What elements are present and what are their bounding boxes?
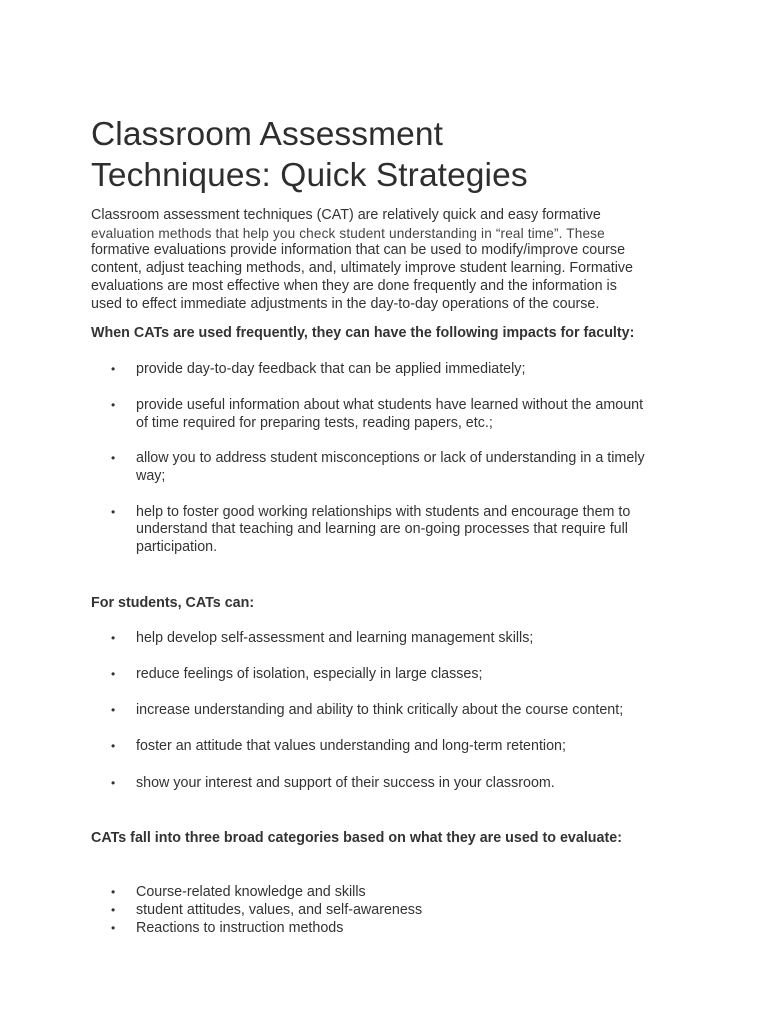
bullet-icon: • bbox=[111, 451, 116, 466]
list-item bbox=[91, 504, 681, 557]
list-item-text: show your interest and support of their success in your classroom. bbox=[136, 774, 555, 791]
list-item-text: help develop self-assessment and learning management skills; bbox=[136, 629, 534, 646]
list-item bbox=[91, 920, 681, 938]
list-item-text: student attitudes, values, and self-awareness bbox=[136, 902, 423, 919]
list-item-text: foster an attitude that values understanding and long-term retention; bbox=[136, 738, 566, 755]
list-item bbox=[91, 450, 681, 485]
bullet-icon: • bbox=[111, 397, 116, 412]
categories-list bbox=[91, 884, 681, 937]
bullet-icon: • bbox=[111, 775, 116, 790]
intro-line: used to effect immediate adjustments in the day-to-day operations of the course. bbox=[91, 295, 600, 312]
list-item-text: provide useful information about what students have learned without the amount bbox=[136, 396, 644, 413]
students-heading: For students, CATs can: bbox=[91, 594, 255, 611]
list-item-text: help to foster good working relationships with students and encourage them to bbox=[136, 503, 631, 520]
list-item-text: Course-related knowledge and skills bbox=[136, 884, 366, 901]
list-item bbox=[91, 666, 681, 684]
list-item bbox=[91, 630, 681, 648]
title-line-2: Techniques: Quick Strategies bbox=[91, 157, 528, 194]
bullet-icon: • bbox=[111, 703, 116, 718]
intro-paragraph bbox=[91, 207, 681, 313]
intro-line: evaluation methods that help you check student understanding in “real time”. These bbox=[91, 225, 605, 241]
intro-line: formative evaluations provide information that can be used to modify/improve course bbox=[91, 242, 626, 259]
list-item-text: of time required for preparing tests, reading papers, etc.; bbox=[136, 414, 493, 431]
bullet-icon: • bbox=[111, 630, 116, 645]
faculty-heading: When CATs are used frequently, they can have the following impacts for faculty: bbox=[91, 325, 635, 342]
list-item bbox=[91, 397, 681, 432]
page-title bbox=[91, 114, 681, 196]
bullet-icon: • bbox=[111, 920, 116, 935]
bullet-icon: • bbox=[111, 903, 116, 918]
faculty-impacts-list bbox=[91, 361, 681, 557]
document-page bbox=[91, 114, 681, 937]
list-item bbox=[91, 702, 681, 720]
list-item bbox=[91, 738, 681, 756]
list-item-text: increase understanding and ability to think critically about the course content; bbox=[136, 702, 624, 719]
intro-line: content, adjust teaching methods, and, ultimately improve student learning. Formative bbox=[91, 260, 633, 277]
students-benefits-list bbox=[91, 630, 681, 793]
bullet-icon: • bbox=[111, 667, 116, 682]
list-item-text: allow you to address student misconceptions or lack of understanding in a timely bbox=[136, 450, 645, 467]
bullet-icon: • bbox=[111, 885, 116, 900]
list-item bbox=[91, 361, 681, 379]
list-item-text: way; bbox=[136, 468, 166, 485]
bullet-icon: • bbox=[111, 739, 116, 754]
list-item-text: reduce feelings of isolation, especially in large classes; bbox=[136, 666, 483, 683]
list-item bbox=[91, 902, 681, 920]
list-item bbox=[91, 884, 681, 902]
bullet-icon: • bbox=[111, 504, 116, 519]
list-item-text: understand that teaching and learning are on-going processes that require full bbox=[136, 521, 628, 538]
list-item bbox=[91, 775, 681, 793]
list-item-text: provide day-to-day feedback that can be applied immediately; bbox=[136, 361, 526, 378]
bullet-icon: • bbox=[111, 362, 116, 377]
title-line-1: Classroom Assessment bbox=[91, 116, 443, 153]
categories-heading: CATs fall into three broad categories based on what they are used to evaluate: bbox=[91, 830, 622, 847]
intro-line: evaluations are most effective when they are done frequently and the information is bbox=[91, 277, 617, 294]
intro-line: Classroom assessment techniques (CAT) are relatively quick and easy formative bbox=[91, 207, 601, 223]
list-item-text: participation. bbox=[136, 539, 218, 556]
list-item-text: Reactions to instruction methods bbox=[136, 919, 344, 936]
